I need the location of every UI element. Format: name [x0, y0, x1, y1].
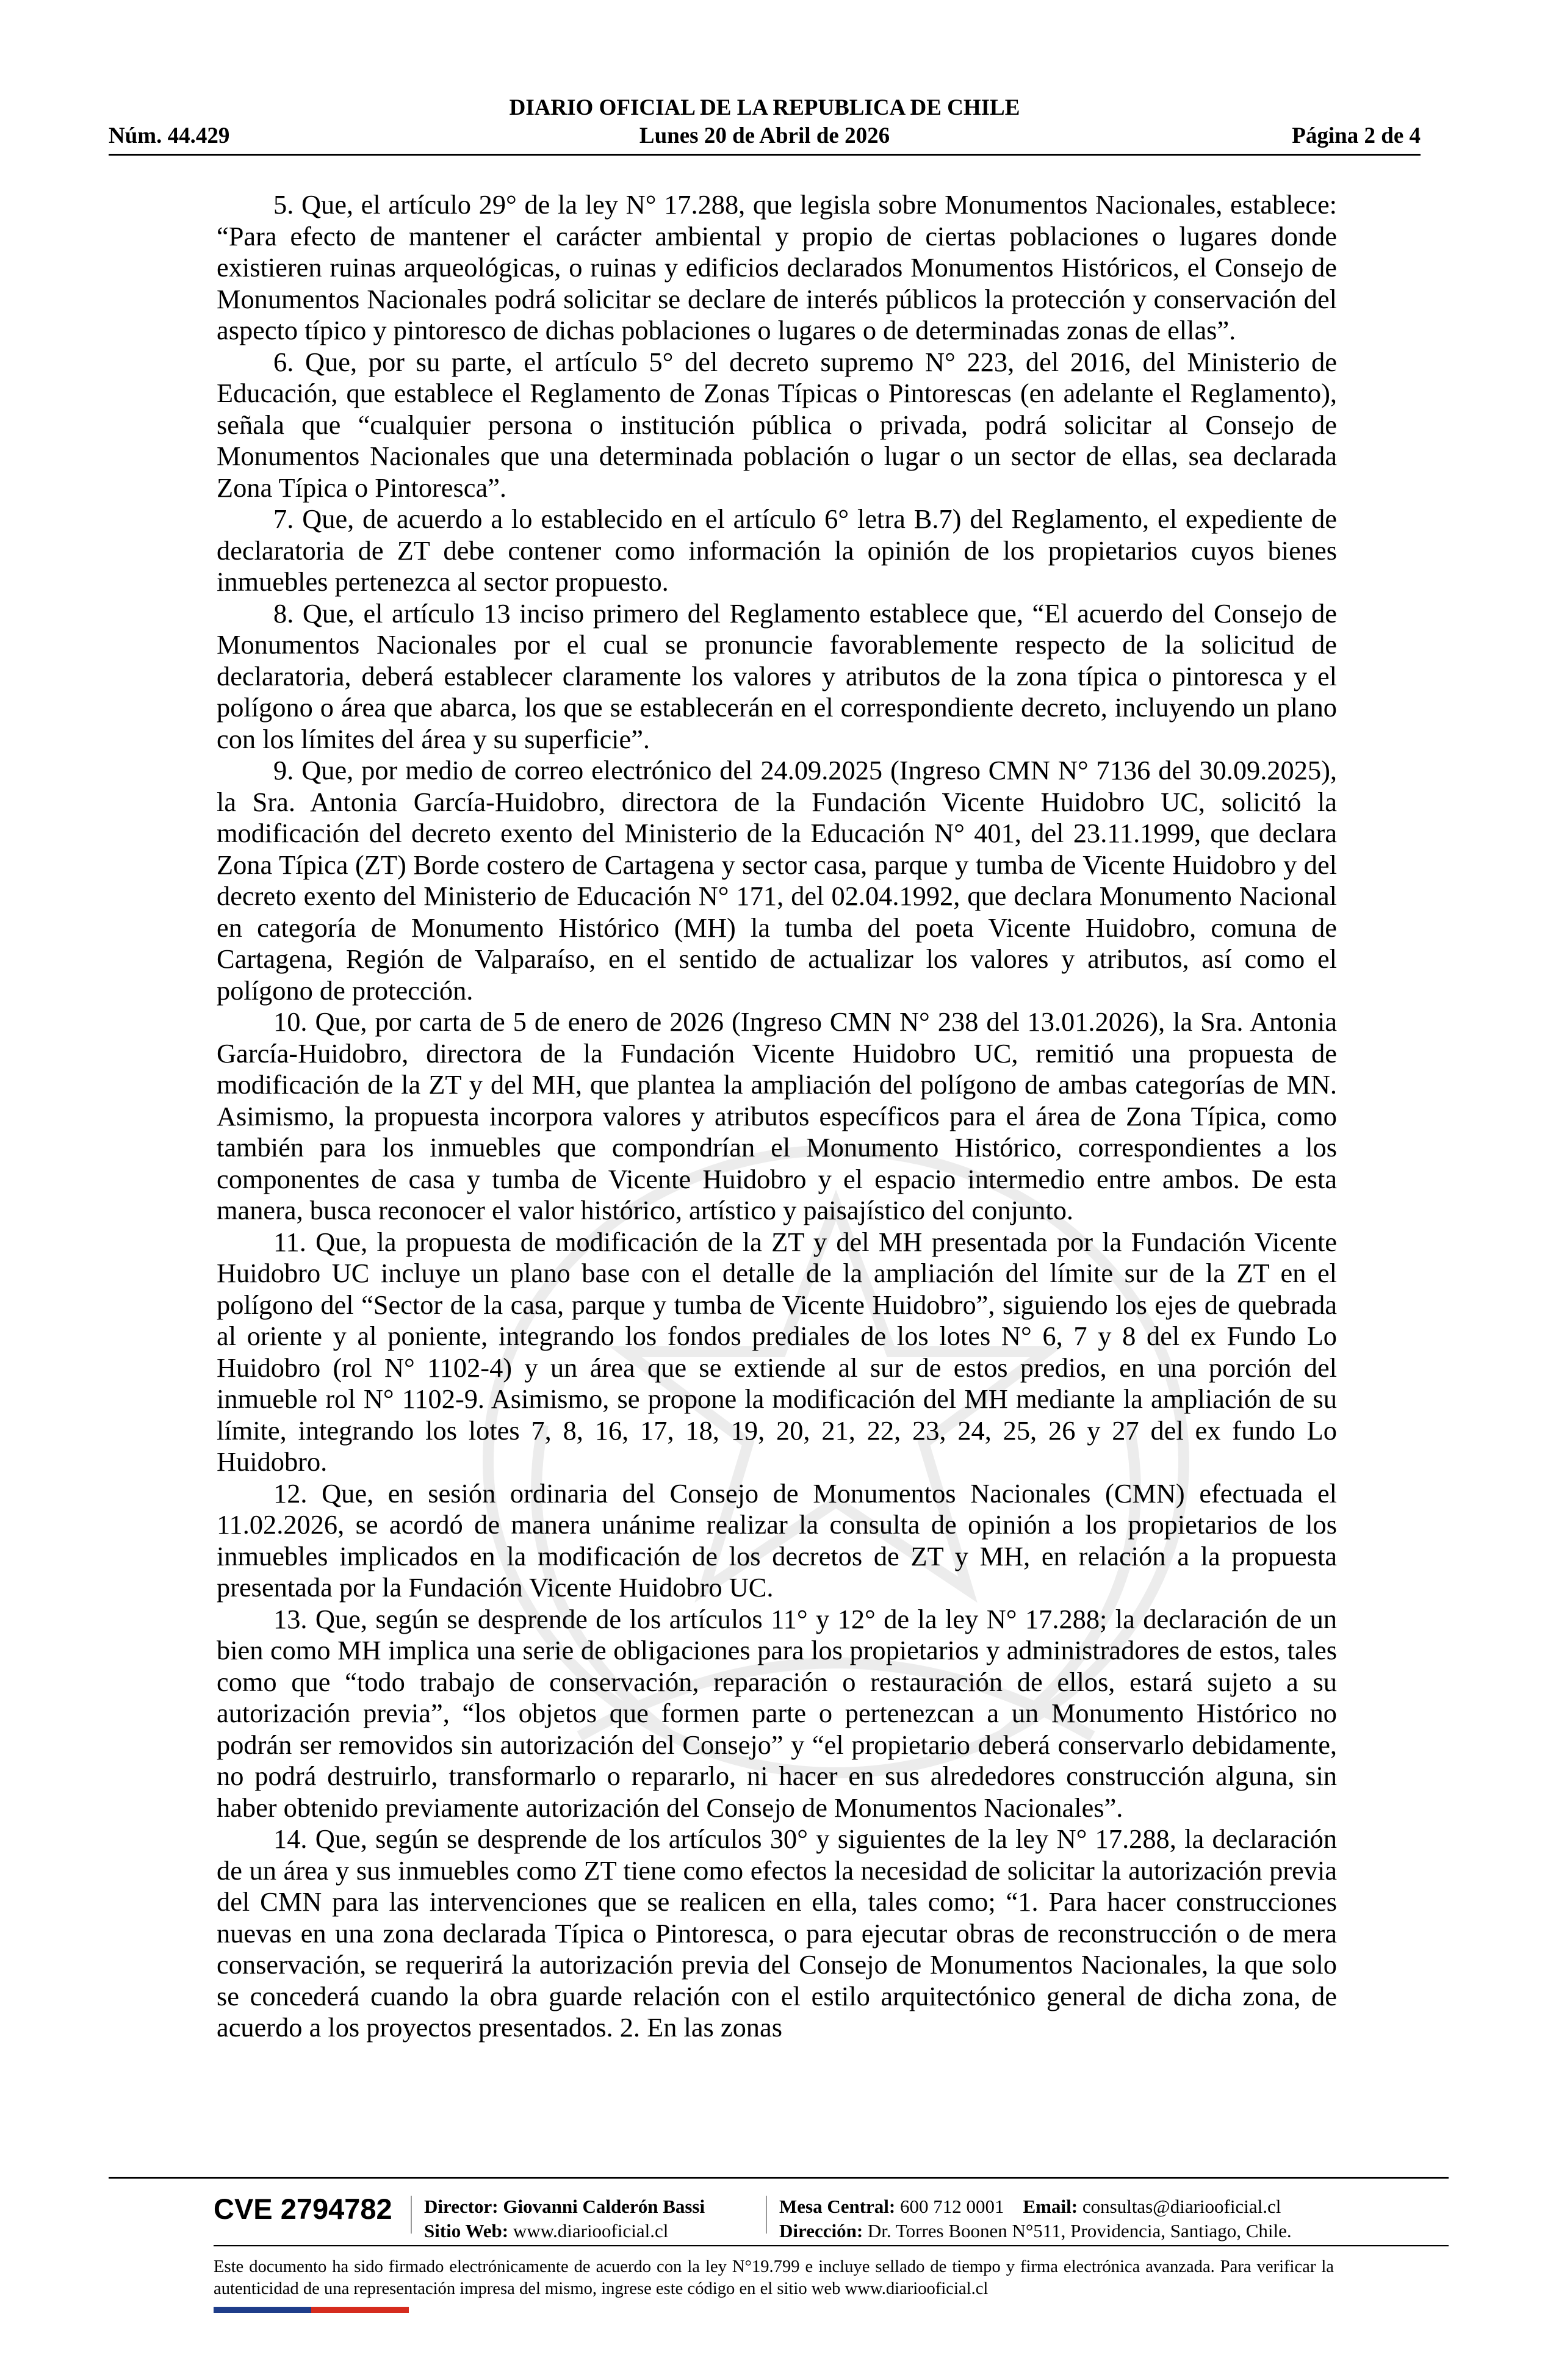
website-link[interactable]: www.diariooficial.cl [513, 2220, 669, 2241]
paragraph-13: 13. Que, según se desprende de los artículos 11° y 12° de la ley N° 17.288; la declaración de un bien como MH implica una serie de obligaciones para los propietarios y administradores de estos, tales como que “todo trabajo de conservación, reparación o restauración de ellos, estará sujeto a su autorización previa”, “los objetos que formen parte o pertenezcan a un Monumento Histórico no podrán ser removidos sin autorización del Consejo” y “el propietario deberá conservarlo debidamente, no podrá destruirlo, transformarlo o repararlo, ni hacer en sus alrededores construcción alguna, sin haber obtenido previamente autorización del Consejo de Monumentos Nacionales”. [217, 1603, 1337, 1823]
document-body [217, 189, 1337, 2044]
page-header [109, 95, 1421, 156]
address-label: Dirección: [779, 2220, 863, 2241]
issue-date: Lunes 20 de Abril de 2026 [639, 123, 890, 148]
director-label: Director: [424, 2196, 499, 2217]
cve-code: CVE 2794782 [214, 2193, 392, 2225]
signature-note: Este documento ha sido firmado electrónicamente de acuerdo con la ley N°19.799 e incluye sellado de tiempo y firma electrónica avanzada. Para verificar la autenticidad de una representación impresa del mismo, ingrese este código en el sitio web www.diariooficial.cl [214, 2257, 1334, 2298]
page-indicator: Página 2 de 4 [1292, 123, 1421, 148]
mesa-phone: 600 712 0001 [900, 2196, 1004, 2217]
email-link[interactable]: consultas@diariooficial.cl [1082, 2196, 1281, 2217]
website-label: Sitio Web: [424, 2220, 509, 2241]
flag-stripe-blue [214, 2307, 311, 2313]
paragraph-9: 9. Que, por medio de correo electrónico del 24.09.2025 (Ingreso CMN N° 7136 del 30.09.2025), la Sra. Antonia García-Huidobro, directora de la Fundación Vicente Huidobro UC, solicitó la modificación del decreto exento del Ministerio de la Educación N° 401, del 23.11.1999, que declara Zona Típica (ZT) Borde costero de Cartagena y sector casa, parque y tumba de Vicente Huidobro y del decreto exento del Ministerio de Educación N° 171, del 02.04.1992, que declara Monumento Nacional en categoría de Monumento Histórico (MH) la tumba del poeta Vicente Huidobro, comuna de Cartagena, Región de Valparaíso, en el sentido de actualizar los valores y atributos, así como el polígono de protección. [217, 755, 1337, 1006]
header-divider [109, 154, 1421, 156]
mesa-label: Mesa Central: [779, 2196, 896, 2217]
footer-separator [411, 2196, 412, 2234]
director-name: Giovanni Calderón Bassi [503, 2196, 705, 2217]
paragraph-5: 5. Que, el artículo 29° de la ley N° 17.288, que legisla sobre Monumentos Nacionales, establece: “Para efecto de mantener el carácter ambiental y propio de ciertas poblaciones o lugares donde existieren ruinas arqueológicas, o ruinas y edificios declarados Monumentos Históricos, el Consejo de Monumentos Nacionales podrá solicitar se declare de interés públicos la protección y conservación del aspecto típico y pintoresco de dichas poblaciones o lugares o de determinadas zonas de ellas”. [217, 189, 1337, 345]
flag-stripe-red [311, 2307, 409, 2313]
email-label: Email: [1023, 2196, 1078, 2217]
footer-divider [109, 2177, 1449, 2179]
paragraph-11: 11. Que, la propuesta de modificación de la ZT y del MH presentada por la Fundación Vicente Huidobro UC incluye un plano base con el detalle de la ampliación del límite sur de la ZT en el polígono del “Sector de la casa, parque y tumba de Vicente Huidobro”, siguiendo los ejes de quebrada al oriente y al poniente, integrando los fondos prediales de los lotes N° 6, 7 y 8 del ex Fundo Lo Huidobro (rol N° 1102-4) y un área que se extiende al sur de estos predios, en una porción del inmueble rol N° 1102-9. Asimismo, se propone la modificación del MH mediante la ampliación de su límite, integrando los lotes 7, 8, 16, 17, 18, 19, 20, 21, 22, 23, 24, 25, 26 y 27 del ex fundo Lo Huidobro. [217, 1226, 1337, 1477]
paragraph-12: 12. Que, en sesión ordinaria del Consejo de Monumentos Nacionales (CMN) efectuada el 11.02.2026, se acordó de manera unánime realizar la consulta de opinión a los propietarios de los inmuebles implicados en la modificación de los decretos de ZT y MH, en relación a la propuesta presentada por la Fundación Vicente Huidobro UC. [217, 1477, 1337, 1603]
paragraph-6: 6. Que, por su parte, el artículo 5° del decreto supremo N° 223, del 2016, del Ministerio de Educación, que establece el Reglamento de Zonas Típicas o Pintorescas (en adelante el Reglamento), señala que “cualquier persona o institución pública o privada, podrá solicitar al Consejo de Monumentos Nacionales que una determinada población o lugar o un sector de ellas, sea declarada Zona Típica o Pintoresca”. [217, 346, 1337, 503]
footer-separator [766, 2196, 767, 2234]
footer-contact-block [779, 2194, 1292, 2243]
footer-thin-rule [214, 2245, 1449, 2246]
gazette-title: DIARIO OFICIAL DE LA REPUBLICA DE CHILE [509, 95, 1020, 120]
paragraph-10: 10. Que, por carta de 5 de enero de 2026 (Ingreso CMN N° 238 del 13.01.2026), la Sra. Antonia García-Huidobro, directora de la Fundación Vicente Huidobro UC, remitió una propuesta de modificación de la ZT y del MH, que plantea la ampliación del polígono de ambas categorías de MN. Asimismo, la propuesta incorpora valores y atributos específicos para el área de Zona Típica, como también para los inmuebles que compondrían el Monumento Histórico, correspondientes a los componentes de casa y tumba de Vicente Huidobro y el espacio intermedio entre ambos. De esta manera, busca reconocer el valor histórico, artístico y paisajístico del conjunto. [217, 1006, 1337, 1225]
issue-number: Núm. 44.429 [109, 123, 230, 148]
footer-director-block [424, 2194, 705, 2243]
paragraph-14: 14. Que, según se desprende de los artículos 30° y siguientes de la ley N° 17.288, la declaración de un área y sus inmuebles como ZT tiene como efectos la necesidad de solicitar la autorización previa del CMN para las intervenciones que se realicen en ella, tales como; “1. Para hacer construcciones nuevas en una zona declarada Típica o Pintoresca, o para ejecutar obras de reconstrucción o de mera conservación, se requerirá la autorización previa del Consejo de Monumentos Nacionales, la que solo se concederá cuando la obra guarde relación con el estilo arquitectónico general de dicha zona, de acuerdo a los proyectos presentados. 2. En las zonas [217, 1823, 1337, 2043]
paragraph-7: 7. Que, de acuerdo a lo establecido en el artículo 6° letra B.7) del Reglamento, el expediente de declaratoria de ZT debe contener como información la opinión de los propietarios cuyos bienes inmuebles pertenezca al sector propuesto. [217, 503, 1337, 597]
paragraph-8: 8. Que, el artículo 13 inciso primero del Reglamento establece que, “El acuerdo del Consejo de Monumentos Nacionales por el cual se pronuncie favorablemente respecto de la solicitud de declaratoria, deberá establecer claramente los valores y atributos de la zona típica o pintoresca y el polígono o área que abarca, los que se establecerán en el correspondiente decreto, incluyendo un plano con los límites del área y su superficie”. [217, 597, 1337, 754]
address-value: Dr. Torres Boonen N°511, Providencia, Santiago, Chile. [867, 2220, 1292, 2241]
